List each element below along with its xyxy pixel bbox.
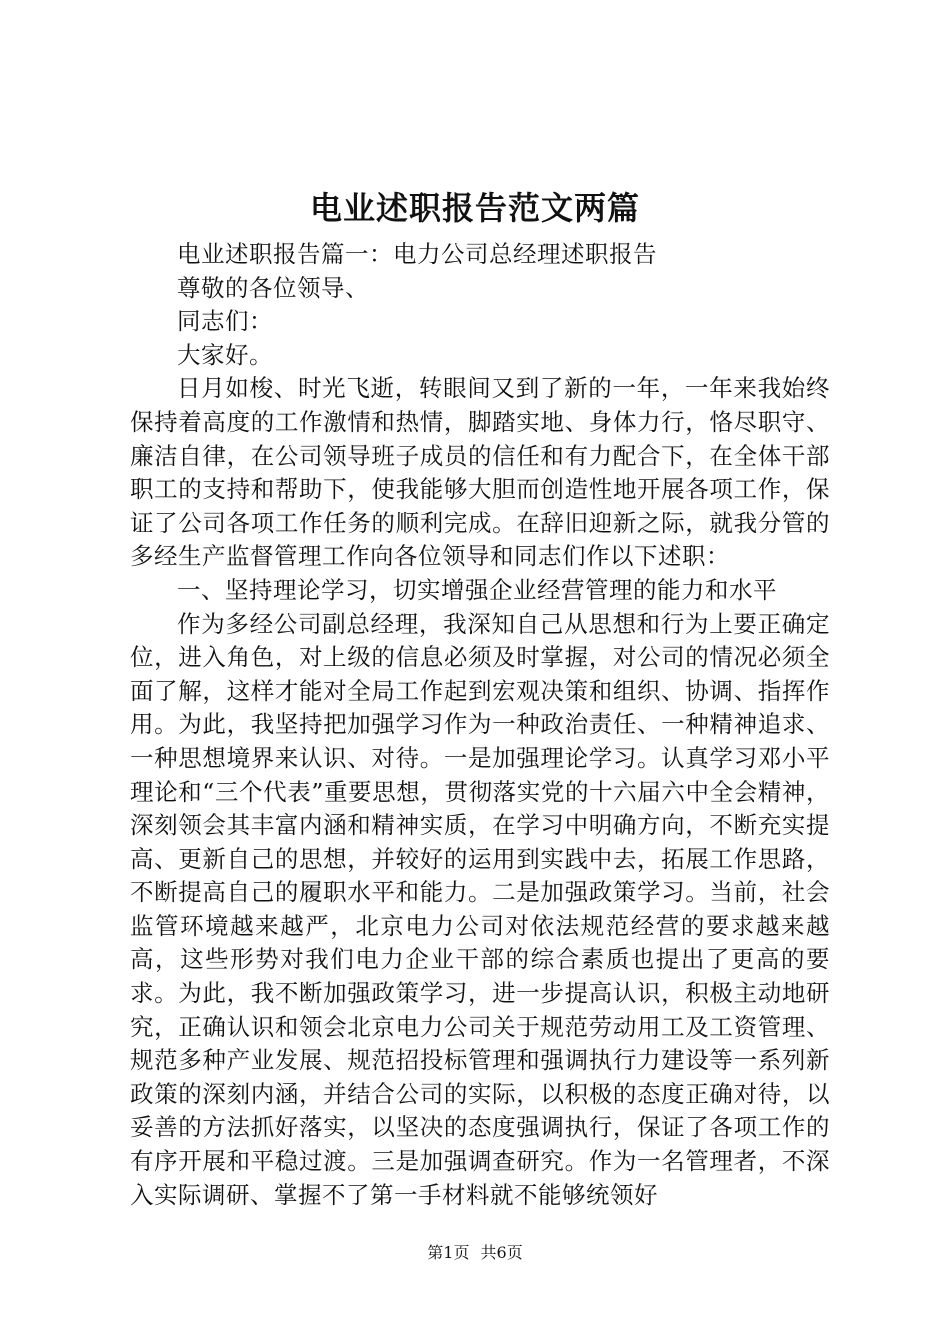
- paragraph: 电业述职报告篇一：电力公司总经理述职报告: [177, 240, 657, 268]
- document-title: 电业述职报告范文两篇: [309, 189, 640, 227]
- page-total: 共6页: [480, 1243, 523, 1262]
- page-footer: [0, 1242, 950, 1264]
- page-number: 第1页: [427, 1243, 470, 1262]
- paragraph: 作为多经公司副总经理，我深知自己从思想和行为上要正确定位，进入角色，对上级的信息必须及时掌握，对公司的情况必须全面了解，这样才能对全局工作起到宏观决策和组织、协调、指挥作用。为此，我坚持把加强学习作为一种政治责任、一种精神追求、一种思想境界来认识、对待。一是加强理论学习。认真学习邓小平理论和“三个代表”重要思想，贯彻落实党的十六届六中全会精神，深刻领会其丰富内涵和精神实质，在学习中明确方向，不断充实提高、更新自己的思想，并较好的运用到实践中去，拓展工作思路，不断提高自己的履职水平和能力。二是加强政策学习。当前，社会监管环境越来越严，北京电力公司对依法规范经营的要求越来越高，这些形势对我们电力企业干部的综合素质也提出了更高的要求。为此，我不断加强政策学习，进一步提高认识，积极主动地研究，正确认识和领会北京电力公司关于规范劳动用工及工资管理、规范多种产业发展、规范招投标管理和强调执行力建设等一系列新政策的深刻内涵，并结合公司的实际，以积极的态度正确对待，以妥善的方法抓好落实，以坚决的态度强调执行，保证了各项工作的有序开展和平稳过渡。三是加强调查研究。作为一名管理者，不深入实际调研、掌握不了第一手材料就不能够统领好: [130, 609, 830, 1209]
- paragraph: 一、坚持理论学习，切实增强企业经营管理的能力和水平: [177, 575, 777, 604]
- paragraph: 大家好。: [177, 340, 273, 369]
- paragraph: 尊敬的各位领导、: [177, 273, 369, 302]
- paragraph: 日月如梭、时光飞逝，转眼间又到了新的一年，一年来我始终保持着高度的工作激情和热情，脚踏实地、身体力行，恪尽职守、廉洁自律，在公司领导班子成员的信任和有力配合下，在全体干部职工的支持和帮助下，使我能够大胆而创造性地开展各项工作，保证了公司各项工作任务的顺利完成。在辞旧迎新之际，就我分管的多经生产监督管理工作向各位领导和同志们作以下述职：: [130, 374, 830, 571]
- document-body: [130, 238, 830, 1212]
- paragraph: 同志们：: [177, 307, 273, 336]
